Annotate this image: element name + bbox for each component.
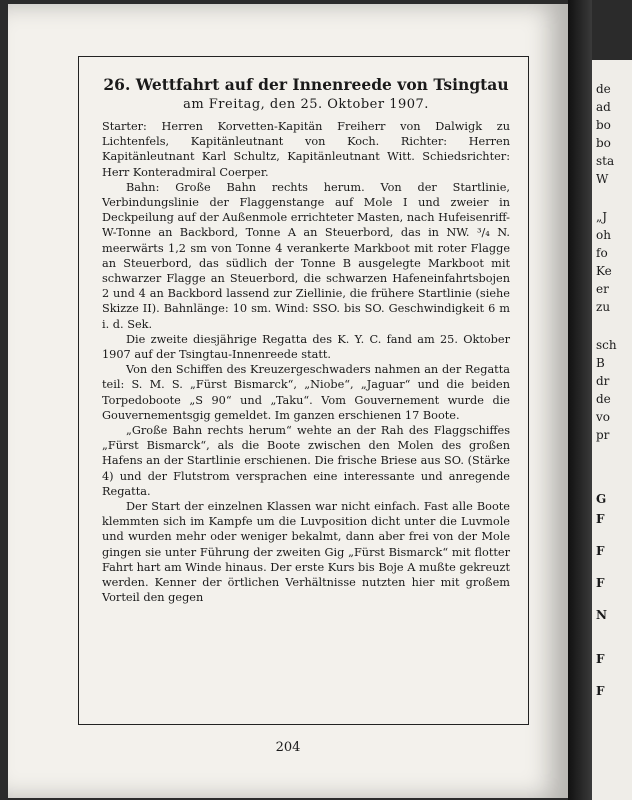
facing-text: de: [596, 82, 611, 96]
chapter-title: 26. Wettfahrt auf der Innenreede von Tsingtau: [103, 75, 509, 94]
page-number: 204: [275, 740, 301, 755]
facing-text: fo: [596, 246, 608, 260]
facing-text: W: [596, 172, 609, 186]
facing-text: G: [596, 492, 607, 506]
facing-text: Ke: [596, 264, 612, 278]
facing-text: F: [596, 684, 605, 698]
chapter-subtitle: am Freitag, den 25. Oktober 1907.: [183, 97, 429, 112]
facing-text: oh: [596, 228, 611, 242]
facing-text: pr: [596, 428, 610, 442]
facing-text: N: [596, 608, 607, 622]
facing-text: vo: [596, 410, 611, 424]
book-gutter: [568, 0, 592, 800]
facing-text: sta: [596, 154, 615, 168]
book-page: [8, 4, 568, 798]
facing-text: F: [596, 576, 605, 590]
facing-text: ad: [596, 100, 611, 114]
body-paragraph: „Große Bahn rechts herum“ wehte an der Rah des Flaggschiffes „Fürst Bismarck“, als die Boote zwischen den Molen des großen Hafens an der Startlinie erschienen. Die frische Briese aus SO. (Stärke 4) und der Flutstrom versprachen eine interessante und anregende Regatta.: [102, 424, 510, 498]
facing-text: de: [596, 392, 611, 406]
facing-text: F: [596, 652, 605, 666]
facing-page: [592, 60, 632, 800]
body-paragraph: Von den Schiffen des Kreuzergeschwaders nahmen an der Regatta teil: S. M. S. „Fürst Bismarck“, „Niobe“, „Jaguar“ und die beiden Torpedoboote „S 90“ und „Taku“. Vom Gouvernement wurde die Gouvernementsgig gemeldet. Im ganzen erschienen 17 Boote.: [102, 363, 510, 422]
facing-text: bo: [596, 118, 611, 132]
facing-text: bo: [596, 136, 611, 150]
facing-text: er: [596, 282, 609, 296]
facing-text: zu: [596, 300, 611, 314]
body-paragraph: Die zweite diesjährige Regatta des K. Y. C. fand am 25. Oktober 1907 auf der Tsingtau-Innenreede statt.: [102, 332, 510, 362]
facing-text: F: [596, 544, 605, 558]
facing-text: sch: [596, 338, 617, 352]
facing-text: F: [596, 512, 605, 526]
facing-text: „J: [596, 210, 608, 224]
facing-text: B: [596, 356, 605, 370]
course-paragraph: Bahn: Große Bahn rechts herum. Von der Startlinie, Verbindungslinie der Flaggenstange auf Mole I und zweier in Deckpeilung auf der Außenmole errichteter Masten, nach Hufeisenriff-W-Tonne an Backbord, Tonne A an Steuerbord, das in NW. ³/₄ N. meerwärts 1,2 sm von Tonne 4 verankerte Markboot mit roter Flagge an Steuerbord, das südlich der Tonne B ausgelegte Markboot mit schwarzer Flagge an Steuerbord, die schwarzen Hafeneinfahrtsbojen 2 und 4 an Backbord lassend zur Ziellinie, die frühere Startlinie (siehe Skizze II). Bahnlänge: 10 sm. Wind: SSO. bis SO. Geschwindigkeit 6 m i. d. Sek.: [102, 180, 510, 331]
body-paragraph: Der Start der einzelnen Klassen war nicht einfach. Fast alle Boote klemmten sich im Kampfe um die Luvposition dicht unter die Luvmole und wurden mehr oder weniger bekalmt, dann aber frei von der Mole gingen sie unter Führung der zweiten Gig „Fürst Bismarck“ mit flotter Fahrt hart am Winde hinaus. Der erste Kurs bis Boje A mußte gekreuzt werden. Kenner der örtlichen Verhältnisse nutzten hier mit großem Vorteil den gegen: [102, 500, 510, 605]
officials-paragraph: Starter: Herren Korvetten-Kapitän Freiherr von Dalwigk zu Lichtenfels, Kapitänleutnant von Koch. Richter: Herren Kapitänleutnant Karl Schultz, Kapitänleutnant Witt. Schiedsrichter: Herr Konteradmiral Coerper.: [102, 120, 510, 179]
facing-text: dr: [596, 374, 610, 388]
page-body: [102, 74, 510, 606]
